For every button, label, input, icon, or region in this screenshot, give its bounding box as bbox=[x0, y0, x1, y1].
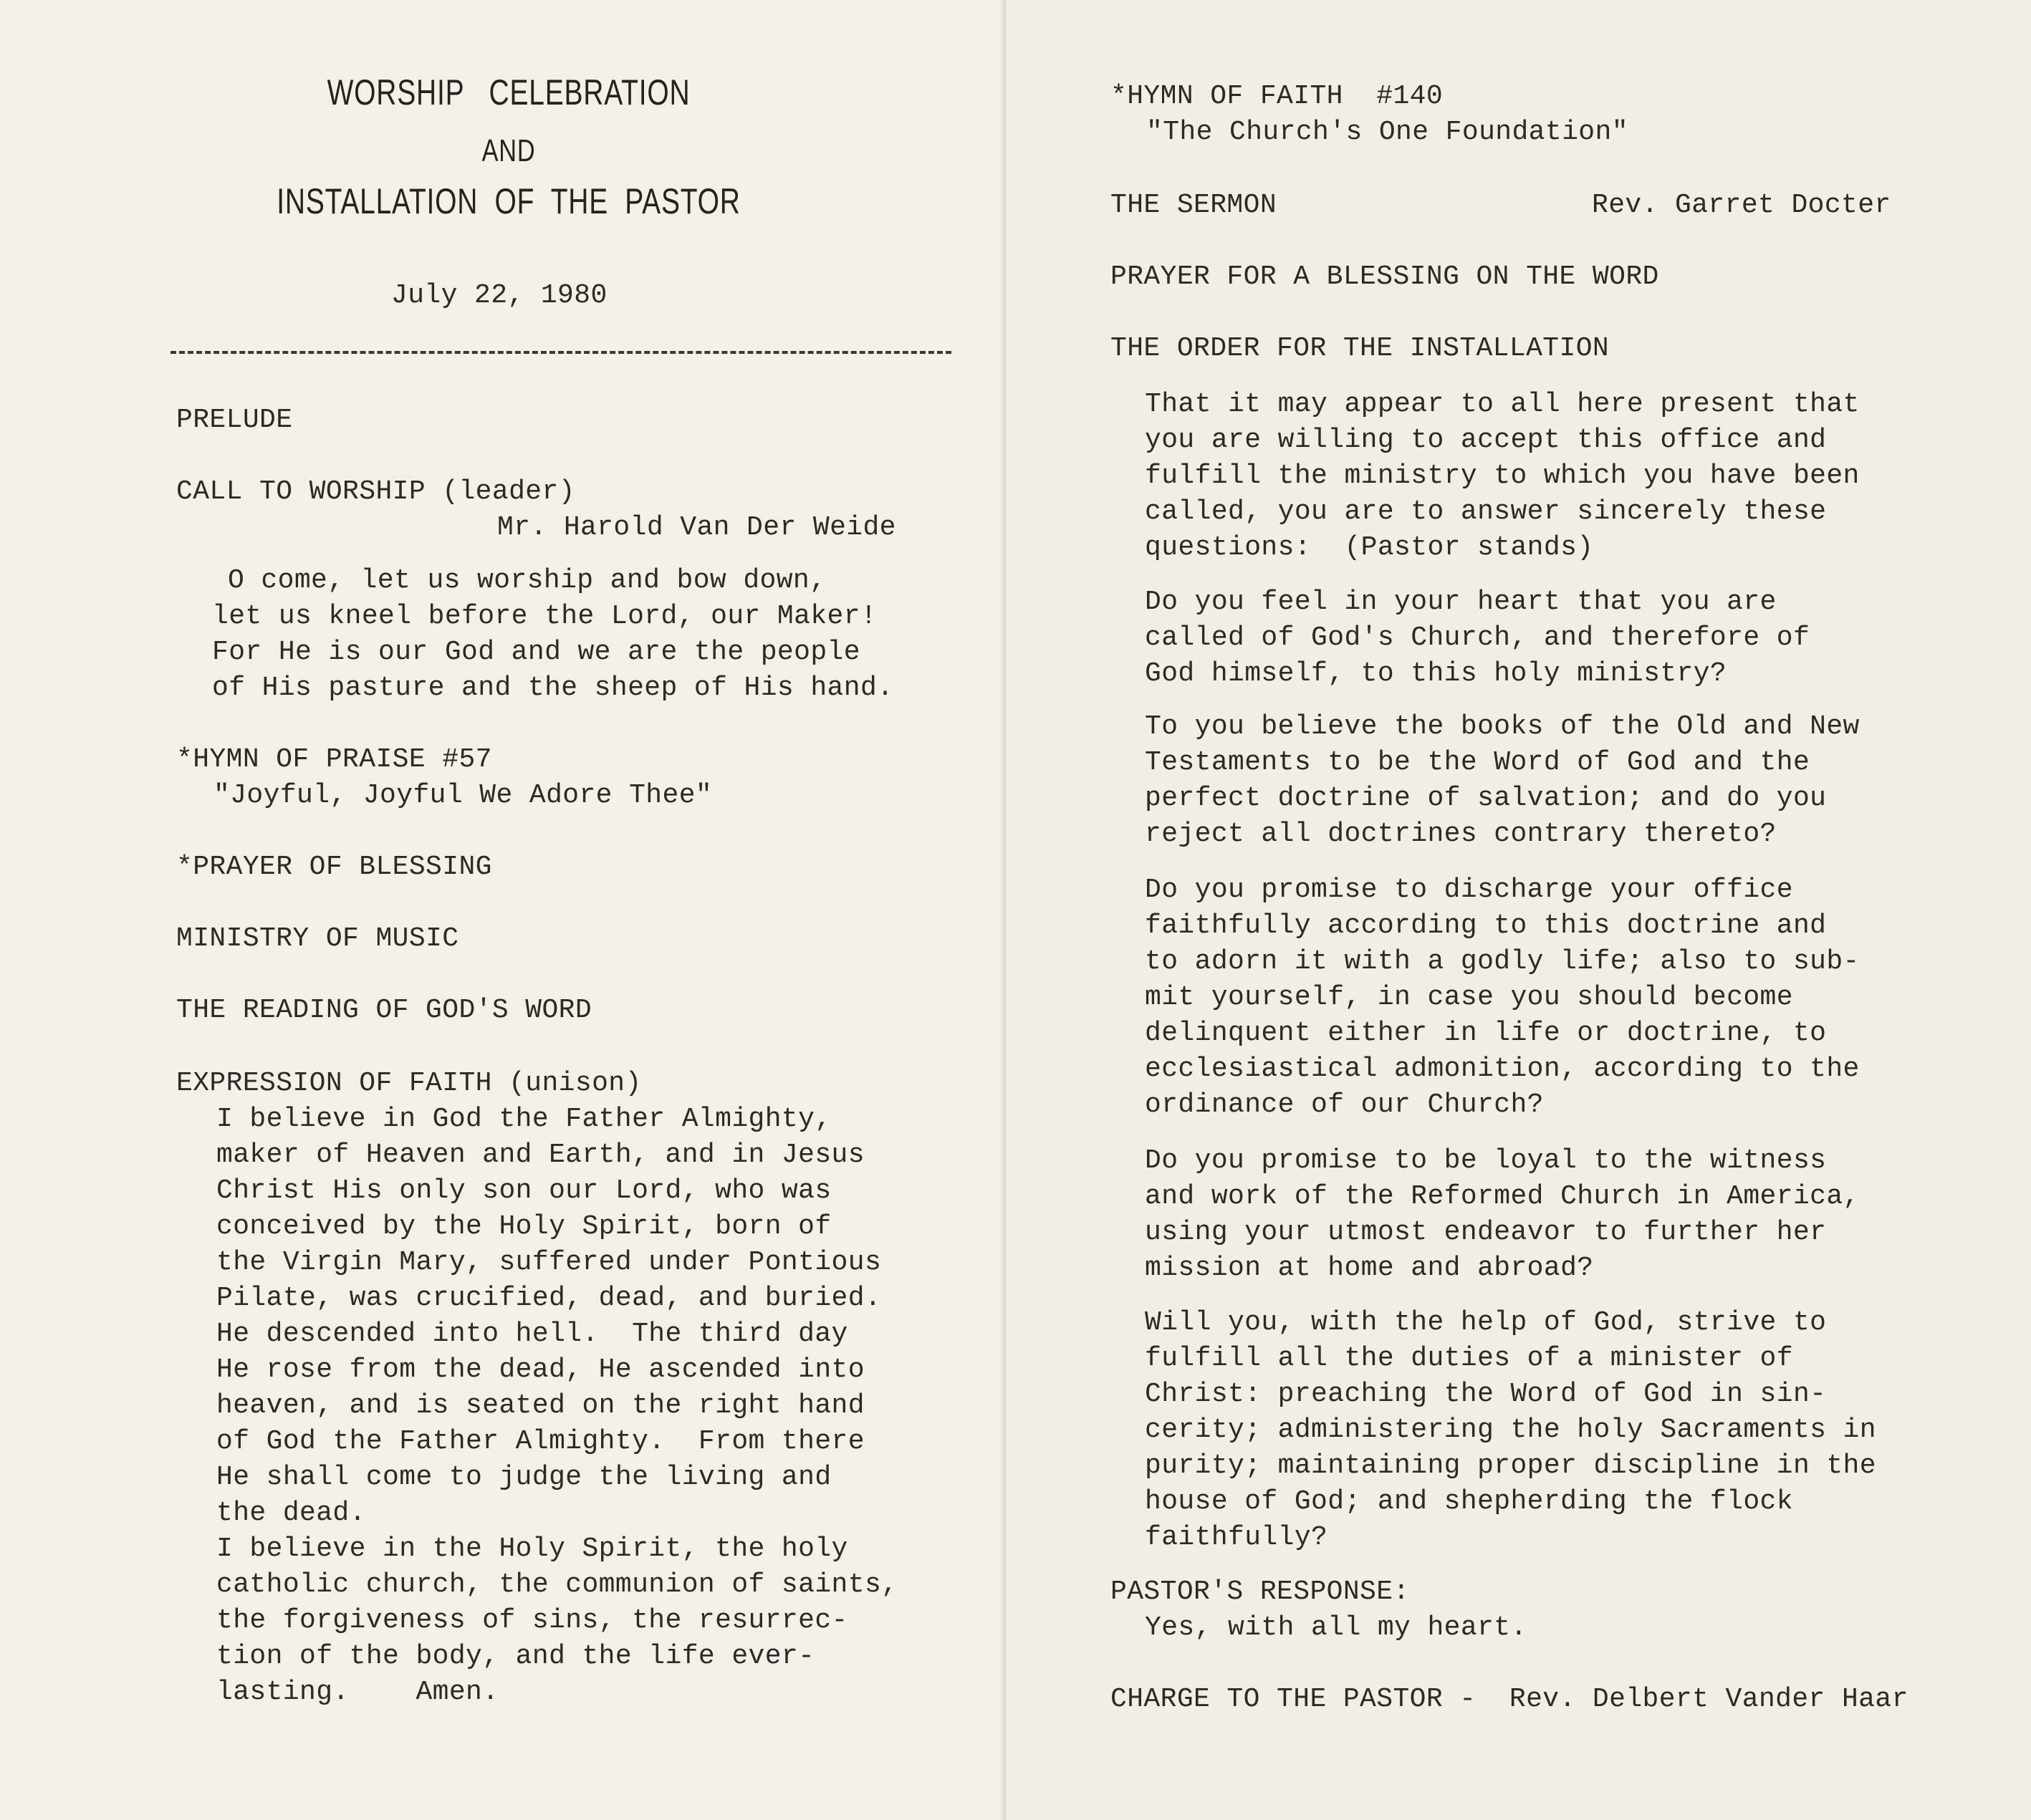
creed-line: maker of Heaven and Earth, and in Jesus bbox=[216, 1140, 865, 1170]
ministry-of-music: MINISTRY OF MUSIC bbox=[176, 923, 459, 954]
prayer-of-blessing: *PRAYER OF BLESSING bbox=[176, 852, 492, 882]
order-for-installation: THE ORDER FOR THE INSTALLATION bbox=[1110, 333, 1610, 364]
hymn-of-praise: *HYMN OF PRAISE #57 bbox=[176, 744, 492, 775]
question-line: using your utmost endeavor to further her bbox=[1145, 1217, 1827, 1248]
pastors-response-text: Yes, with all my heart. bbox=[1145, 1612, 1527, 1643]
question-line: to adorn it with a godly life; also to sub- bbox=[1145, 946, 1860, 977]
creed-line: He shall come to judge the living and bbox=[216, 1462, 832, 1493]
title-installation: INSTALLATION OF THE PASTOR bbox=[277, 181, 741, 221]
expression-of-faith: EXPRESSION OF FAITH (unison) bbox=[176, 1068, 642, 1099]
question-line: called of God's Church, and therefore of bbox=[1145, 622, 1810, 653]
creed-line: the forgiveness of sins, the resurrec- bbox=[216, 1605, 848, 1636]
creed-line: He rose from the dead, He ascended into bbox=[216, 1354, 865, 1385]
creed-line: tion of the body, and the life ever- bbox=[216, 1641, 815, 1672]
charge-to-pastor: CHARGE TO THE PASTOR - Rev. Delbert Vander Haar bbox=[1110, 1684, 1908, 1715]
question-line: ecclesiastical admonition, according to the bbox=[1145, 1054, 1860, 1084]
service-date: July 22, 1980 bbox=[391, 280, 608, 311]
prayer-for-blessing-on-word: PRAYER FOR A BLESSING ON THE WORD bbox=[1110, 261, 1659, 292]
question-line: Do you feel in your heart that you are bbox=[1145, 587, 1777, 617]
question-line: Testaments to be the Word of God and the bbox=[1145, 747, 1810, 778]
question-loyalty bbox=[1145, 1143, 1860, 1286]
question-line: Will you, with the help of God, strive to bbox=[1145, 1307, 1827, 1338]
question-line: Do you promise to discharge your office bbox=[1145, 875, 1793, 905]
question-line: and work of the Reformed Church in America, bbox=[1145, 1181, 1860, 1212]
question-line: mit yourself, in case you should become bbox=[1145, 982, 1793, 1013]
creed-line: heaven, and is seated on the right hand bbox=[216, 1390, 865, 1421]
reading-of-gods-word: THE READING OF GOD'S WORD bbox=[176, 995, 592, 1026]
call-text-line: let us kneel before the Lord, our Maker! bbox=[212, 601, 878, 632]
question-office bbox=[1145, 872, 1860, 1123]
creed-line: Christ His only son our Lord, who was bbox=[216, 1175, 832, 1206]
title-worship-celebration: WORSHIP CELEBRATION bbox=[327, 72, 691, 112]
creed-line: of God the Father Almighty. From there bbox=[216, 1426, 865, 1457]
question-line: mission at home and abroad? bbox=[1145, 1253, 1594, 1284]
hymn-of-faith: *HYMN OF FAITH #140 bbox=[1110, 81, 1444, 112]
title-and: AND bbox=[481, 133, 536, 168]
creed-line: catholic church, the communion of saints, bbox=[216, 1569, 898, 1600]
pastors-response-label: PASTOR'S RESPONSE: bbox=[1110, 1576, 1410, 1607]
call-leader: Mr. Harold Van Der Weide bbox=[497, 512, 896, 543]
question-line: reject all doctrines contrary thereto? bbox=[1145, 819, 1777, 849]
sermon-preacher: Rev. Garret Docter bbox=[1592, 190, 1891, 221]
question-line: house of God; and shepherding the flock bbox=[1145, 1486, 1793, 1517]
question-line: purity; maintaining proper discipline in the bbox=[1145, 1450, 1876, 1481]
intro-line: questions: (Pastor stands) bbox=[1145, 532, 1594, 563]
right-page bbox=[1006, 0, 2031, 1820]
creed-line: the Virgin Mary, suffered under Pontious bbox=[216, 1247, 882, 1278]
question-line: delinquent either in life or doctrine, to bbox=[1145, 1018, 1827, 1049]
call-text-line: For He is our God and we are the people bbox=[212, 637, 860, 668]
hymn-of-faith-title: "The Church's One Foundation" bbox=[1146, 117, 1628, 148]
question-line: God himself, to this holy ministry? bbox=[1145, 658, 1727, 689]
prelude: PRELUDE bbox=[176, 405, 293, 435]
intro-line: fulfill the ministry to which you have been bbox=[1145, 461, 1860, 491]
question-duties bbox=[1145, 1305, 1876, 1556]
intro-line: called, you are to answer sincerely these bbox=[1145, 496, 1827, 527]
creed-line: lasting. Amen. bbox=[216, 1677, 499, 1708]
question-line: fulfill all the duties of a minister of bbox=[1145, 1343, 1793, 1374]
creed-line: conceived by the Holy Spirit, born of bbox=[216, 1211, 832, 1242]
left-page bbox=[0, 0, 1006, 1820]
call-to-worship: CALL TO WORSHIP (leader) bbox=[176, 476, 575, 507]
call-text-line: of His pasture and the sheep of His hand. bbox=[212, 673, 894, 703]
intro-line: That it may appear to all here present that bbox=[1145, 389, 1860, 420]
intro-line: you are willing to accept this office and bbox=[1145, 425, 1827, 456]
apostles-creed bbox=[216, 1102, 898, 1710]
installation-intro bbox=[1145, 387, 1860, 566]
call-text-line: O come, let us worship and bow down, bbox=[228, 565, 827, 596]
creed-line: the dead. bbox=[216, 1498, 366, 1528]
question-calling bbox=[1145, 584, 1810, 692]
creed-line: He descended into hell. The third day bbox=[216, 1319, 848, 1349]
question-line: faithfully according to this doctrine and bbox=[1145, 910, 1827, 941]
question-line: faithfully? bbox=[1145, 1522, 1328, 1553]
question-line: perfect doctrine of salvation; and do you bbox=[1145, 783, 1827, 814]
creed-line: Pilate, was crucified, dead, and buried. bbox=[216, 1283, 882, 1314]
question-line: ordinance of our Church? bbox=[1145, 1089, 1544, 1120]
question-scripture bbox=[1145, 709, 1860, 852]
creed-line: I believe in God the Father Almighty, bbox=[216, 1104, 832, 1135]
question-line: Christ: preaching the Word of God in sin- bbox=[1145, 1379, 1827, 1410]
question-line: To you believe the books of the Old and New bbox=[1145, 711, 1860, 742]
the-sermon: THE SERMON bbox=[1110, 190, 1277, 221]
creed-line: I believe in the Holy Spirit, the holy bbox=[216, 1533, 848, 1564]
divider-dashes bbox=[171, 351, 951, 354]
question-line: Do you promise to be loyal to the witness bbox=[1145, 1145, 1827, 1176]
hymn-of-praise-title: "Joyful, Joyful We Adore Thee" bbox=[213, 780, 713, 811]
question-line: cerity; administering the holy Sacraments in bbox=[1145, 1415, 1876, 1445]
